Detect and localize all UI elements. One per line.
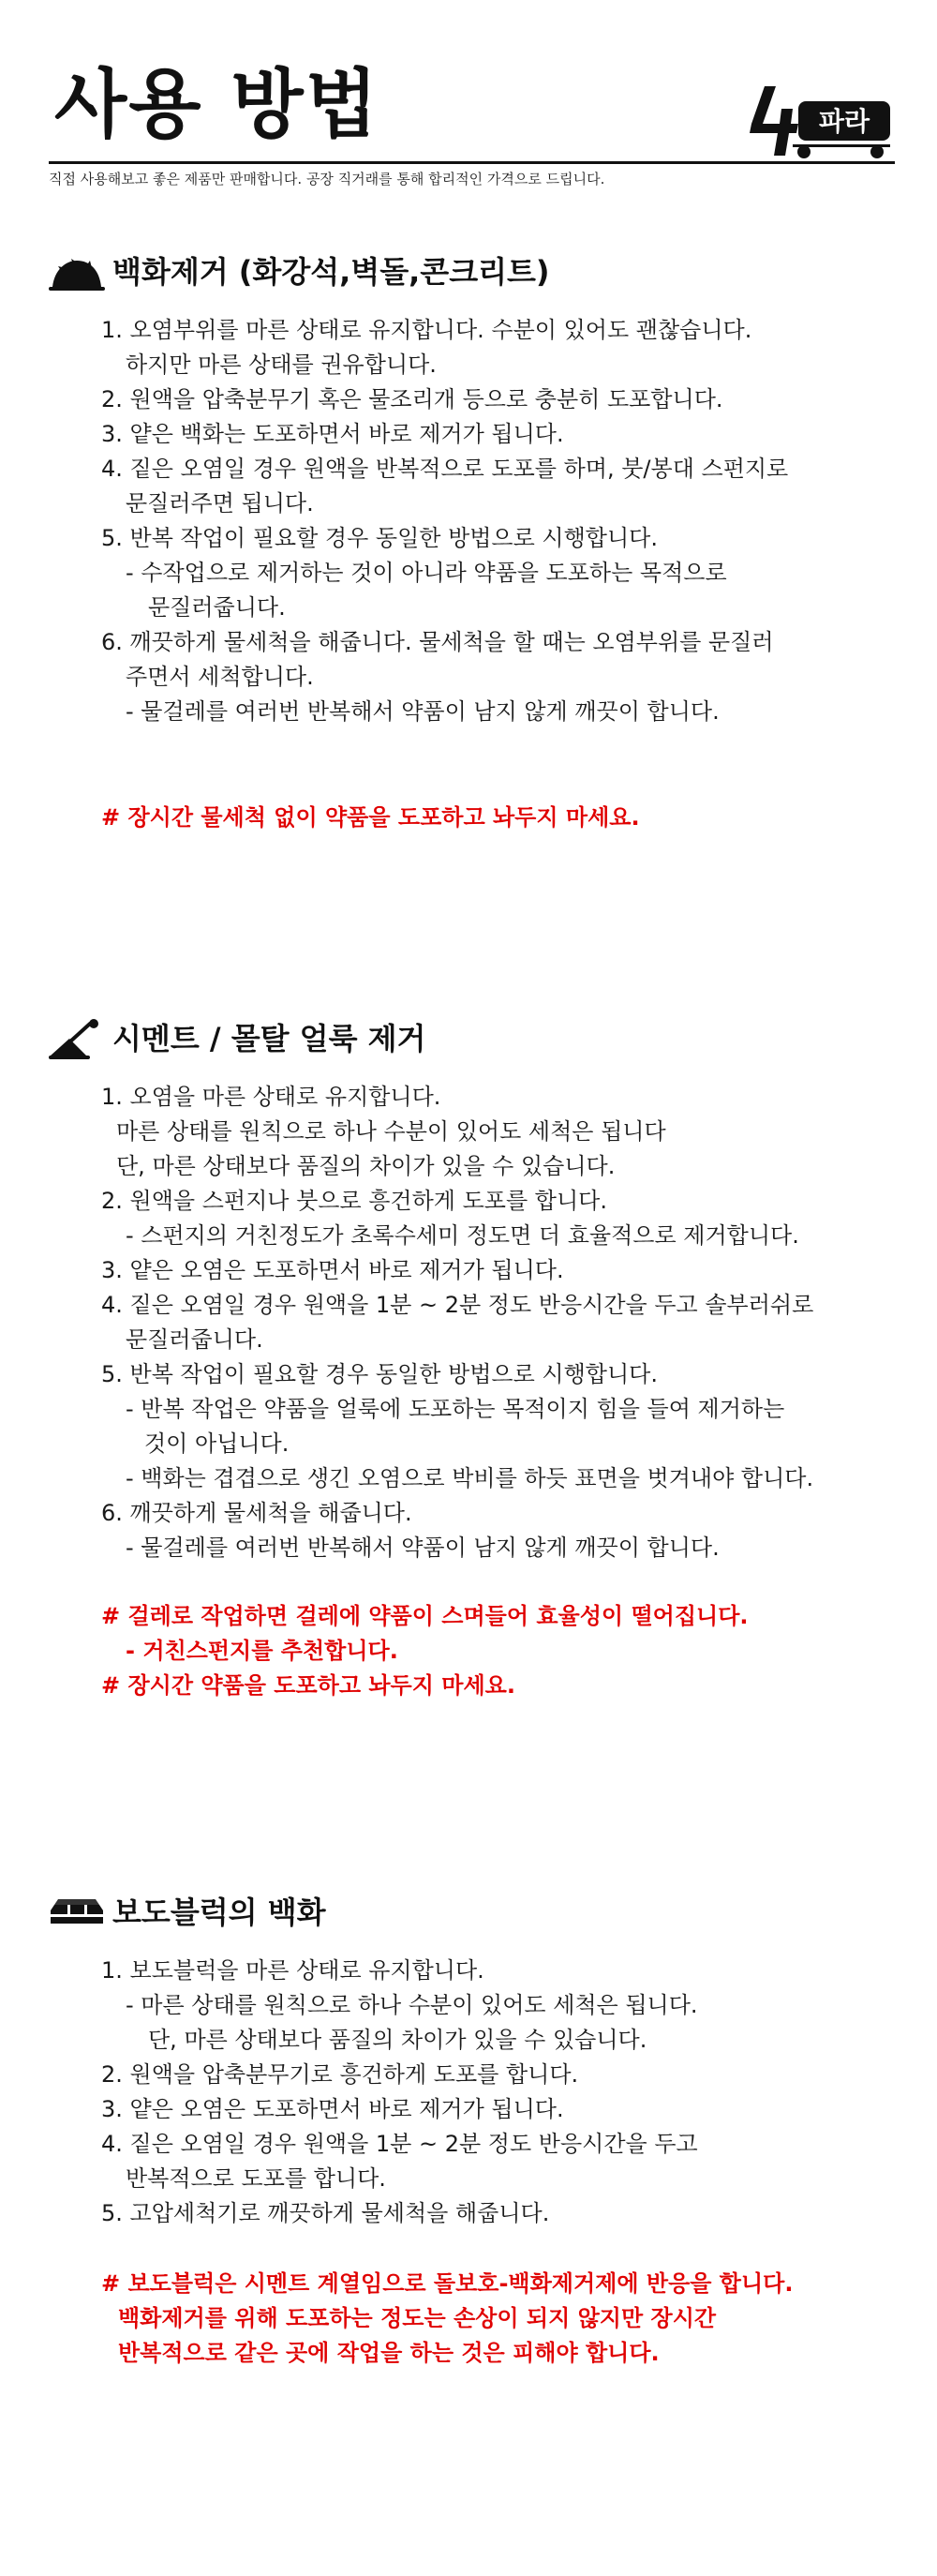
- warning-text: # 보도블럭은 시멘트 계열임으로 돌보호-백화제거제에 반응을 합니다.: [101, 2270, 794, 2297]
- list-item: - 물걸레를 여러번 반복해서 약품이 남지 않게 깨끗이 합니다.: [126, 1535, 720, 1561]
- logo-text: 파라: [818, 106, 870, 137]
- section-header: [49, 1012, 892, 1069]
- paving-block-icon: [49, 1892, 105, 1935]
- list-item: 4. 짙은 오염일 경우 원액을 1분 ~ 2분 정도 반응시간을 두고: [101, 2131, 698, 2157]
- list-item: 반복적으로 도포를 합니다.: [126, 2165, 386, 2192]
- list-item: 3. 얕은 오염은 도포하면서 바로 제거가 됩니다.: [101, 1257, 564, 1283]
- list-item: 마른 상태를 원칙으로 하나 수분이 있어도 세척은 됩니다: [116, 1118, 666, 1145]
- list-item: 단, 마른 상태보다 품질의 차이가 있을 수 있습니다.: [148, 2027, 647, 2053]
- warning-text: # 장시간 약품을 도포하고 놔두지 마세요.: [101, 1672, 515, 1699]
- list-item: - 수작업으로 제거하는 것이 아니라 약품을 도포하는 목적으로: [126, 560, 727, 586]
- list-item: 2. 원액을 압축분무기 혹은 물조리개 등으로 충분히 도포합니다.: [101, 386, 723, 412]
- list-item: 2. 원액을 압축분무기로 흥건하게 도포를 합니다.: [101, 2061, 579, 2088]
- list-item: 1. 오염을 마른 상태로 유지합니다.: [101, 1084, 441, 1110]
- list-item: 4. 짙은 오염일 경우 원액을 반복적으로 도포를 하며, 붓/봉대 스펀지로: [101, 456, 789, 482]
- warning-text: - 거친스펀지를 추천합니다.: [126, 1638, 398, 1664]
- list-item: 하지만 마른 상태를 권유합니다.: [126, 352, 437, 378]
- section-title: 보도블럭의 백화: [112, 1895, 326, 1930]
- section-title: 시멘트 / 몰탈 얼룩 제거: [112, 1021, 426, 1056]
- list-item: - 백화는 겹겹으로 생긴 오염으로 박비를 하듯 표면을 벗겨내야 합니다.: [126, 1465, 814, 1491]
- section-title: 백화제거 (화강석,벽돌,콘크리트): [112, 254, 550, 290]
- section-efflorescence-removal: [0, 246, 937, 846]
- warning-text: # 걸레로 작업하면 걸레에 약품이 스며들어 효율성이 떨어집니다.: [101, 1603, 749, 1629]
- list-item: 문질러주면 됩니다.: [126, 490, 314, 517]
- page-title: 사용 방법: [54, 61, 379, 148]
- list-item: 단, 마른 상태보다 품질의 차이가 있을 수 있습니다.: [116, 1153, 616, 1179]
- trowel-icon: [49, 1018, 105, 1061]
- list-item: 주면서 세척합니다.: [126, 664, 314, 690]
- list-item: 것이 아닙니다.: [144, 1430, 290, 1457]
- page-header: [0, 0, 937, 197]
- list-item: - 마른 상태를 원칙으로 하나 수분이 있어도 세척은 됩니다.: [126, 1992, 698, 2018]
- list-item: 6. 깨끗하게 물세척을 해줍니다.: [101, 1500, 412, 1526]
- section-cement-stain-removal: [0, 1012, 937, 1744]
- list-item: 1. 오염부위를 마른 상태로 유지합니다. 수분이 있어도 괜찮습니다.: [101, 317, 752, 343]
- warning-text: # 장시간 물세척 없이 약품을 도포하고 놔두지 마세요.: [101, 804, 640, 831]
- list-item: 6. 깨끗하게 물세척을 해줍니다. 물세척을 할 때는 오염부위를 문질러: [101, 629, 774, 655]
- list-item: 1. 보도블럭을 마른 상태로 유지합니다.: [101, 1957, 484, 1984]
- list-item: 5. 반복 작업이 필요할 경우 동일한 방법으로 시행합니다.: [101, 1361, 658, 1387]
- brand-logo: [736, 81, 896, 163]
- warning-text: 반복적으로 같은 곳에 작업을 하는 것은 피해야 합니다.: [118, 2340, 660, 2366]
- mound-icon: [49, 251, 105, 294]
- list-item: 문질러줍니다.: [126, 1326, 263, 1353]
- list-item: - 물걸레를 여러번 반복해서 약품이 남지 않게 깨끗이 합니다.: [126, 698, 720, 725]
- list-item: 4. 짙은 오염일 경우 원액을 1분 ~ 2분 정도 반응시간을 두고 솔부러쉬로: [101, 1292, 814, 1318]
- warning-text: 백화제거를 위해 도포하는 정도는 손상이 되지 않지만 장시간: [118, 2305, 717, 2331]
- title-divider: [49, 161, 895, 164]
- page-subtitle: 직접 사용해보고 좋은 제품만 판매합니다. 공장 직거래를 통해 합리적인 가격으로 드립니다.: [49, 171, 605, 187]
- list-item: 문질러줍니다.: [148, 594, 286, 621]
- section-header: [49, 246, 892, 302]
- list-item: 2. 원액을 스펀지나 붓으로 흥건하게 도포를 합니다.: [101, 1188, 607, 1214]
- list-item: - 스펀지의 거친정도가 초록수세미 정도면 더 효율적으로 제거합니다.: [126, 1222, 799, 1249]
- list-item: - 반복 작업은 약품을 얼룩에 도포하는 목적이지 힘을 들여 제거하는: [126, 1396, 785, 1422]
- list-item: 3. 얕은 백화는 도포하면서 바로 제거가 됩니다.: [101, 421, 564, 447]
- list-item: 3. 얕은 오염은 도포하면서 바로 제거가 됩니다.: [101, 2096, 564, 2122]
- section-paving-block-efflorescence: [0, 1886, 937, 2467]
- list-item: 5. 반복 작업이 필요할 경우 동일한 방법으로 시행합니다.: [101, 525, 658, 551]
- list-item: 5. 고압세척기로 깨끗하게 물세척을 해줍니다.: [101, 2200, 550, 2226]
- section-header: [49, 1886, 892, 1942]
